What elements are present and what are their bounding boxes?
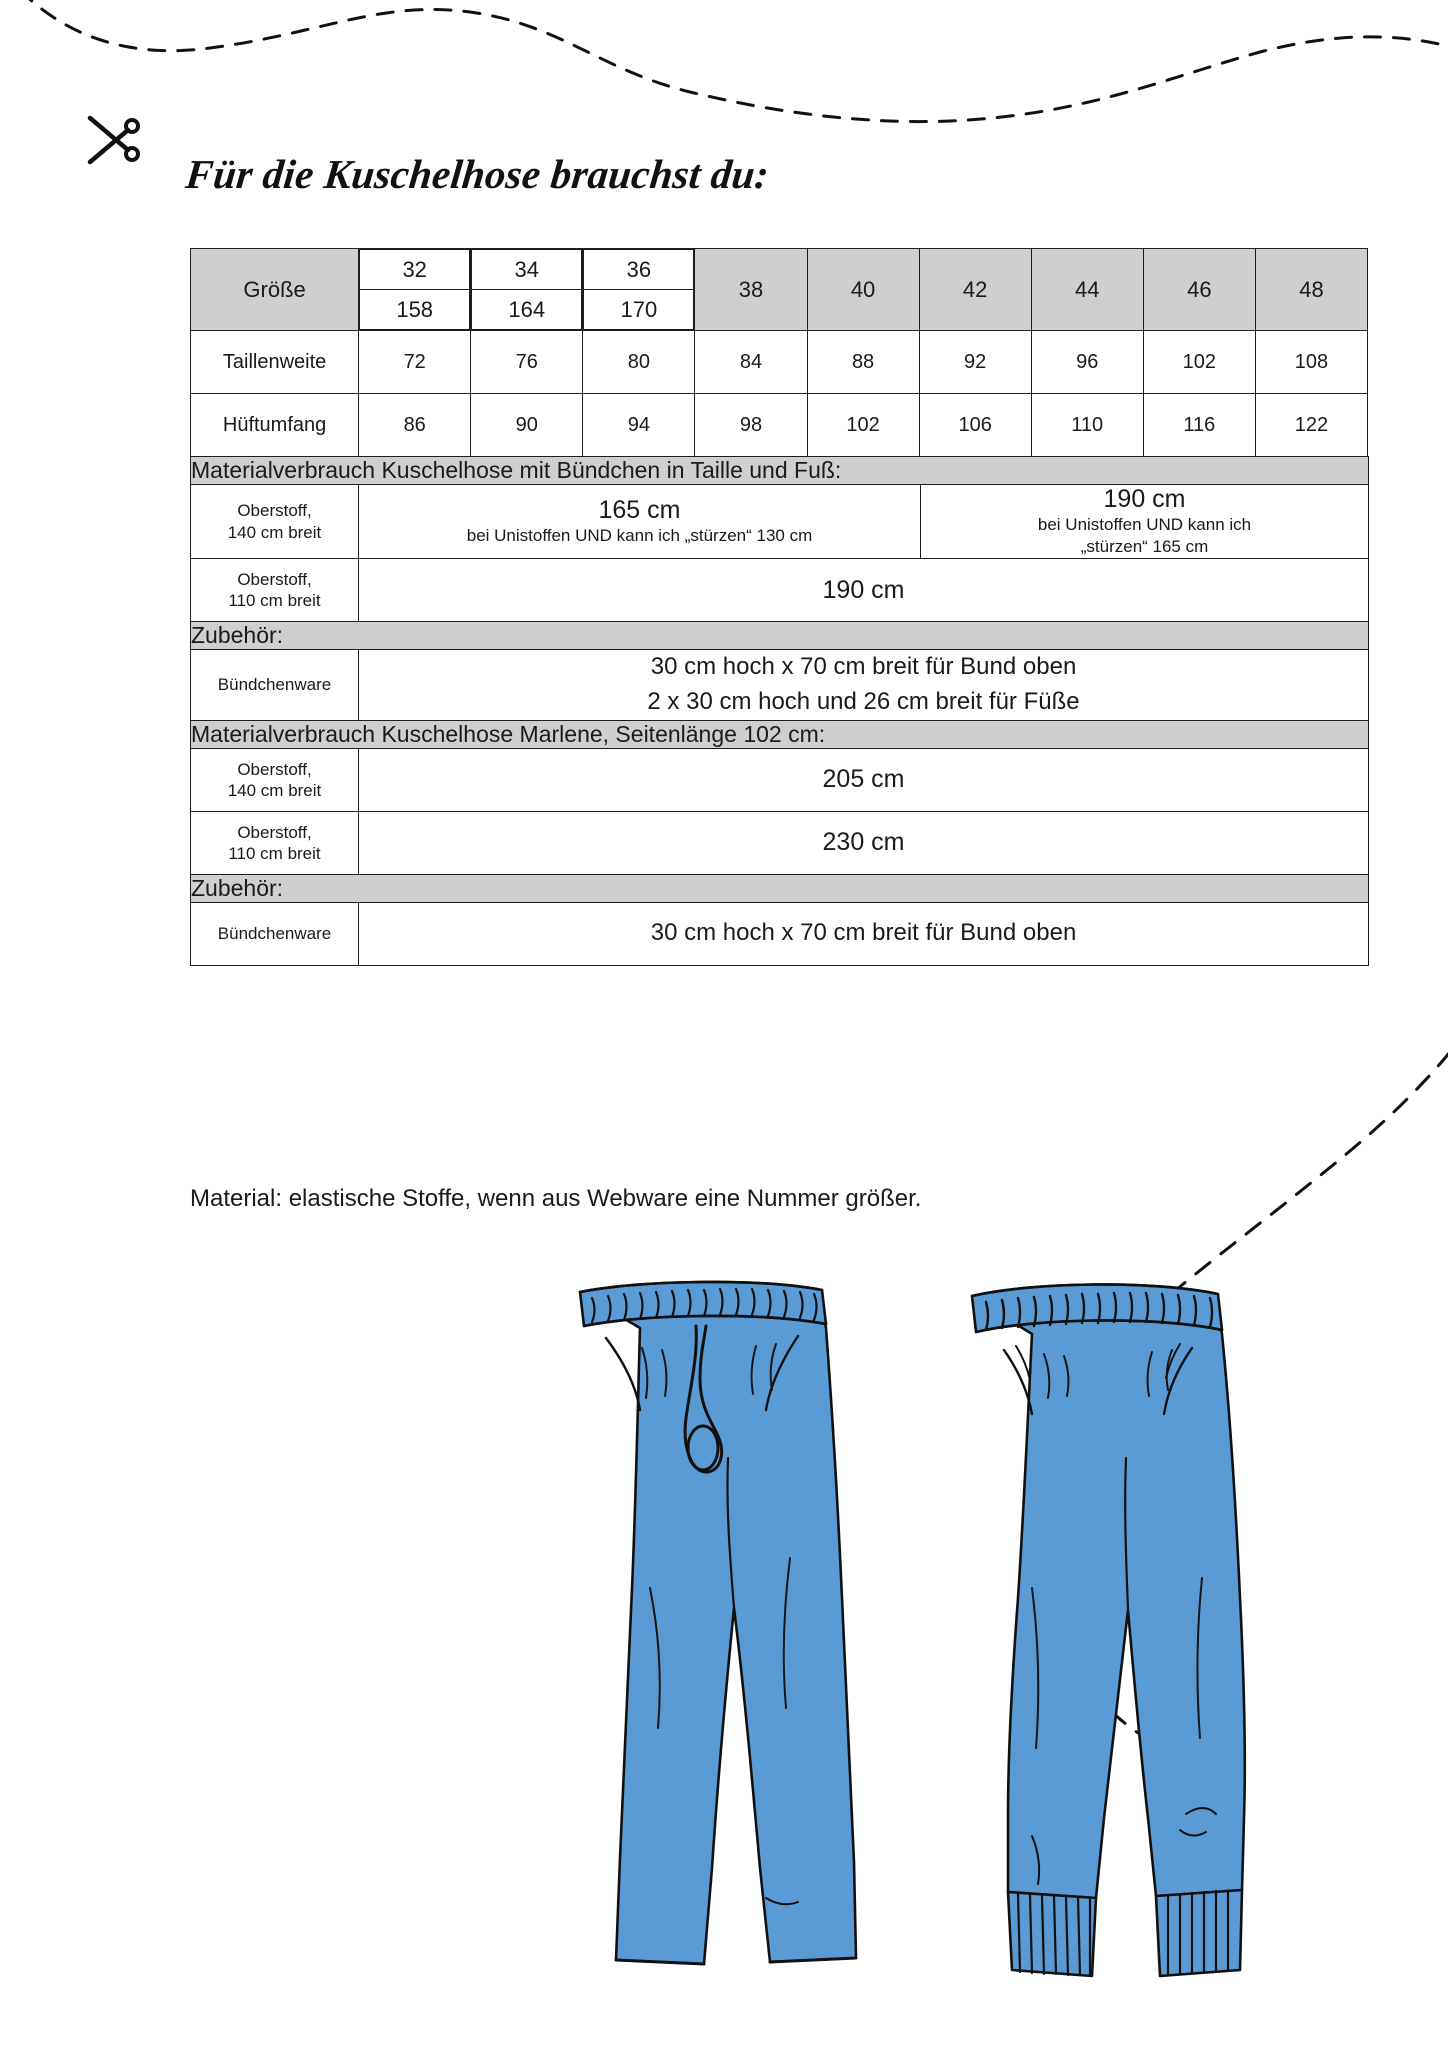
size-header-row <box>191 249 1368 331</box>
waist-36: 80 <box>583 331 695 394</box>
size-value-34: 34 <box>472 250 582 290</box>
hip-40: 102 <box>807 394 919 457</box>
material-consumption-table <box>190 456 1369 966</box>
size-value-36: 36 <box>584 250 694 290</box>
label-bundchenware-2: Bündchenware <box>191 902 359 965</box>
waist-44: 96 <box>1031 331 1143 394</box>
label-oberstoff-140-line1: Oberstoff, <box>237 501 312 521</box>
value-oberstoff-110-bundchen: 190 cm <box>359 559 1369 622</box>
size-header-42: 42 <box>919 249 1031 331</box>
trousers-illustration <box>520 1258 1340 2018</box>
label-marlene-140-line2: 140 cm breit <box>227 780 322 800</box>
waist-40: 88 <box>807 331 919 394</box>
size-header-46: 46 <box>1143 249 1255 331</box>
note-190cm-line2: „stürzen“ 165 cm <box>1080 537 1209 557</box>
note-165cm: bei Unistoffen UND kann ich „stürzen“ 130 cm <box>466 526 813 546</box>
waist-34: 76 <box>471 331 583 394</box>
bundchen-heading-text: Materialverbrauch Kuschelhose mit Bündchen in Taille und Fuß: <box>191 457 1369 485</box>
size-header-40: 40 <box>807 249 919 331</box>
value-190cm-wide: 190 cm <box>1103 485 1186 513</box>
label-marlene-oberstoff-110 <box>191 811 359 874</box>
trousers-back-illustration <box>972 1284 1245 1976</box>
label-bundchenware-1: Bündchenware <box>191 650 359 721</box>
label-oberstoff-140-line2: 140 cm breit <box>227 522 322 542</box>
bundchenware-2-line1: 30 cm hoch x 70 cm breit für Bund oben <box>359 902 1369 965</box>
marlene-heading-text: Materialverbrauch Kuschelhose Marlene, Seitenlänge 102 cm: <box>191 720 1369 748</box>
height-value-164: 164 <box>472 290 582 330</box>
table-row-oberstoff-140-bundchen <box>191 485 1369 559</box>
section-heading-zubehoer-bundchen <box>191 622 1369 650</box>
size-header-label: Größe <box>191 249 359 331</box>
waist-38: 84 <box>695 331 807 394</box>
cell-bundchen-140-left <box>359 485 921 559</box>
table-row-bundchenware-1 <box>191 650 1369 721</box>
size-header-dual-32 <box>359 249 471 331</box>
trousers-front-illustration <box>580 1282 856 1964</box>
value-165cm: 165 cm <box>598 496 681 525</box>
waist-42: 92 <box>919 331 1031 394</box>
size-measurement-table <box>190 248 1368 457</box>
size-header-44: 44 <box>1031 249 1143 331</box>
label-oberstoff-110-line2: 110 cm breit <box>228 591 321 611</box>
label-marlene-110-line2: 110 cm breit <box>228 843 321 863</box>
cell-bundchenware-1-values <box>359 650 1369 721</box>
label-marlene-110-line1: Oberstoff, <box>237 822 312 842</box>
label-oberstoff-110-line1: Oberstoff, <box>237 569 312 589</box>
hip-34: 90 <box>471 394 583 457</box>
hip-36: 94 <box>583 394 695 457</box>
height-value-170: 170 <box>584 290 694 330</box>
label-oberstoff-140 <box>191 485 359 559</box>
zubehoer-heading-bundchen-text: Zubehör: <box>191 622 1369 650</box>
size-header-48: 48 <box>1255 249 1367 331</box>
value-marlene-230cm: 230 cm <box>359 811 1369 874</box>
hip-44: 110 <box>1031 394 1143 457</box>
hip-42: 106 <box>919 394 1031 457</box>
table-row-oberstoff-140-marlene <box>191 748 1369 811</box>
section-heading-marlene <box>191 720 1369 748</box>
section-heading-bundchen <box>191 457 1369 485</box>
scissors-icon <box>82 112 142 172</box>
hip-48: 122 <box>1255 394 1367 457</box>
table-row-oberstoff-110-marlene <box>191 811 1369 874</box>
size-header-38: 38 <box>695 249 807 331</box>
row-label-waist: Taillenweite <box>191 331 359 394</box>
size-value-32: 32 <box>360 250 470 290</box>
bundchenware-1-line1: 30 cm hoch x 70 cm breit für Bund oben <box>650 653 1077 681</box>
waist-48: 108 <box>1255 331 1367 394</box>
value-marlene-205cm: 205 cm <box>359 748 1369 811</box>
height-value-158: 158 <box>360 290 470 330</box>
section-heading-zubehoer-marlene <box>191 874 1369 902</box>
waist-46: 102 <box>1143 331 1255 394</box>
row-label-hip: Hüftumfang <box>191 394 359 457</box>
table-row-hip <box>191 394 1368 457</box>
label-marlene-oberstoff-140 <box>191 748 359 811</box>
bundchenware-1-line2: 2 x 30 cm hoch und 26 cm breit für Füße <box>647 687 1080 715</box>
label-oberstoff-110 <box>191 559 359 622</box>
material-table-wrapper <box>190 248 1368 966</box>
material-note: Material: elastische Stoffe, wenn aus Webware eine Nummer größer. <box>190 1185 922 1212</box>
cell-bundchen-140-right <box>921 485 1369 559</box>
hip-38: 98 <box>695 394 807 457</box>
size-header-dual-34 <box>471 249 583 331</box>
table-row-bundchenware-2 <box>191 902 1369 965</box>
waist-32: 72 <box>359 331 471 394</box>
note-190cm-line1: bei Unistoffen UND kann ich <box>1037 515 1252 534</box>
table-row-oberstoff-110-bundchen <box>191 559 1369 622</box>
size-header-dual-36 <box>583 249 695 331</box>
zubehoer-heading-marlene-text: Zubehör: <box>191 874 1369 902</box>
hip-46: 116 <box>1143 394 1255 457</box>
label-marlene-140-line1: Oberstoff, <box>237 759 312 779</box>
table-row-waist <box>191 331 1368 394</box>
page-title: Für die Kuschelhose brauchst du: <box>183 151 772 197</box>
hip-32: 86 <box>359 394 471 457</box>
